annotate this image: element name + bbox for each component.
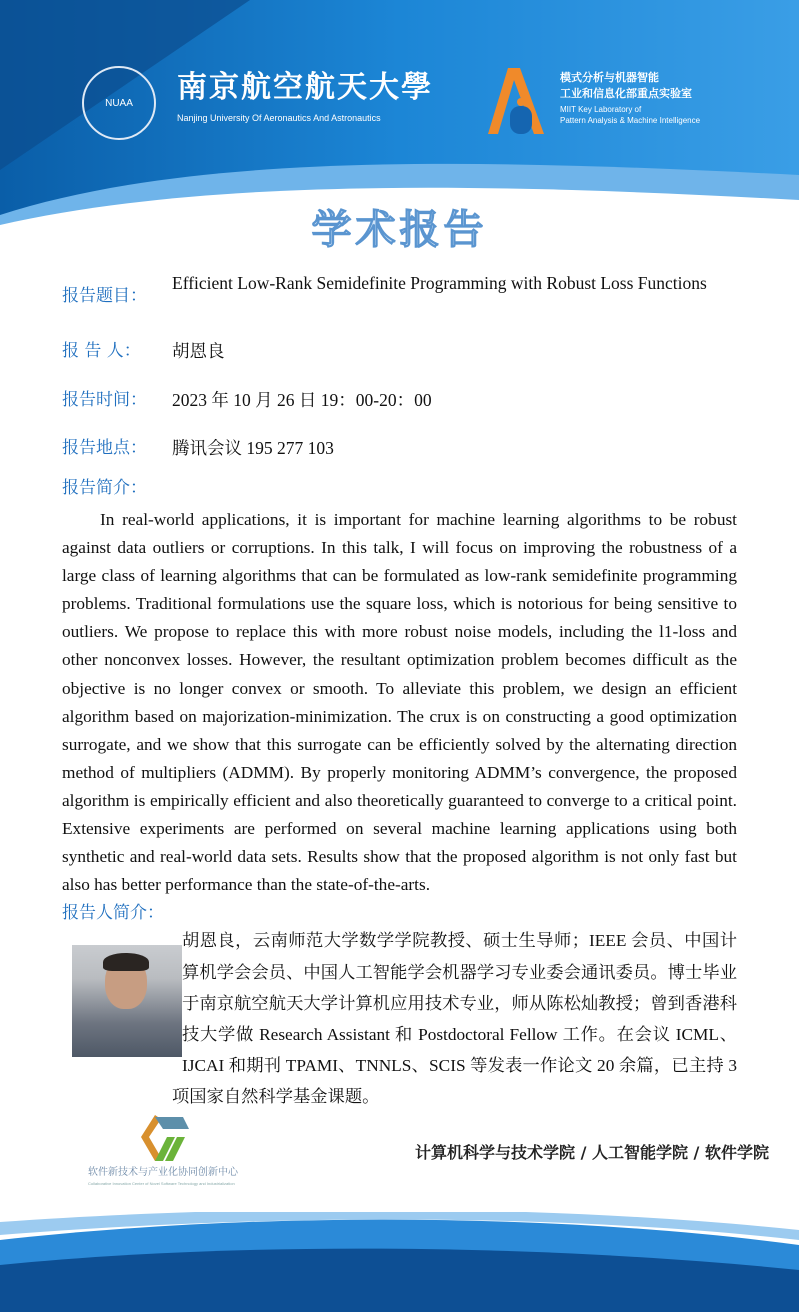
- speaker-photo: [72, 945, 182, 1057]
- topic-value: Efficient Low-Rank Semidefinite Programming with Robust Loss Functions: [172, 273, 707, 293]
- place-label: 报告地点：: [62, 438, 147, 458]
- footer-info: [62, 1115, 769, 1195]
- abstract-label: 报告简介：: [62, 478, 147, 498]
- lab-logo: [486, 66, 556, 136]
- university-name-en: Nanjing University Of Aeronautics And Astronautics: [177, 113, 381, 123]
- bio-label: 报告人简介：: [62, 903, 164, 924]
- departments: 计算机科学与技术学院 / 人工智能学院 / 软件学院: [415, 1142, 769, 1162]
- bio-section: [62, 925, 737, 1112]
- abstract-text: In real-world applications, it is important for machine learning algorithms to be robust against data outliers or corruptions. In this talk, I will focus on improving the robustness of a large class of learning algorithms that can be formulated as low-rank semidefinite programming problems. Traditional formulations use the square loss, which is notorious for being sensitive to outliers. We propose to replace this with more robust noise models, including the l1-loss and other nonconvex losses. However, the resultant optimization problem becomes difficult as the objective is no longer convex or smooth. To alleviate this problem, we design an efficient algorithm based on majorization-minimization. The crux is on constructing a good optimization surrogate, and we show that this surrogate can be efficiently solved by the alternating direction method of multipliers (ADMM). By properly monitoring ADMM’s convergence, the proposed algorithm is empirically efficient and also theoretically guaranteed to converge to a critical point. Extensive experiments are performed on several machine learning applications using both synthetic and real-world data sets. Results show that the proposed algorithm is not only fast but also has better performance than the state-of-the-arts.: [62, 510, 737, 895]
- collaborative-center-name: 软件新技术与产业化协同创新中心: [88, 1166, 238, 1178]
- time-label: 报告时间：: [62, 390, 147, 410]
- page-title: 学术报告: [311, 207, 488, 253]
- content-flow: [62, 476, 769, 1195]
- lab-name-cn-1: 模式分析与机器智能: [560, 72, 659, 84]
- lab-name-en-1: MIIT Key Laboratory of: [560, 105, 642, 114]
- speaker-value: 胡恩良: [172, 341, 225, 361]
- topic-label: 报告题目：: [62, 286, 147, 306]
- bio-text: 胡恩良，云南师范大学数学学院教授、硕士生导师；IEEE 会员、中国计算机学会会员、中国人工智能学会机器学习专业委会通讯委员。博士毕业于南京航空航天大学计算机应用技术专业，师从陈松灿教授；曾到香港科技大学做 Research Assistant 和 Postdoctoral Fellow 工作。在会议 ICML、IJCAI 和期刊 TPAMI、TNNLS、SCIS 等发表一作论文 20 余篇，已主持 3 项国家自然科学基金课题。: [172, 931, 737, 1107]
- collaborative-center-logo: [133, 1115, 191, 1165]
- university-name-cn: 南京航空航天大學: [177, 70, 433, 105]
- collaborative-center-name-en: Collaborative Innovation Center of Novel Software Technology and Industrialization: [88, 1180, 235, 1186]
- time-value: 2023 年 10 月 26 日 19：00-20：00: [172, 390, 432, 410]
- speaker-label: 报 告 人：: [62, 341, 141, 361]
- footer-wave: [0, 1212, 799, 1312]
- nuaa-seal-logo: NUAA: [82, 66, 156, 140]
- lab-name-en-2: Pattern Analysis & Machine Intelligence: [560, 116, 701, 125]
- place-value: 腾讯会议 195 277 103: [172, 438, 334, 458]
- lab-name-cn-2: 工业和信息化部重点实验室: [560, 88, 692, 100]
